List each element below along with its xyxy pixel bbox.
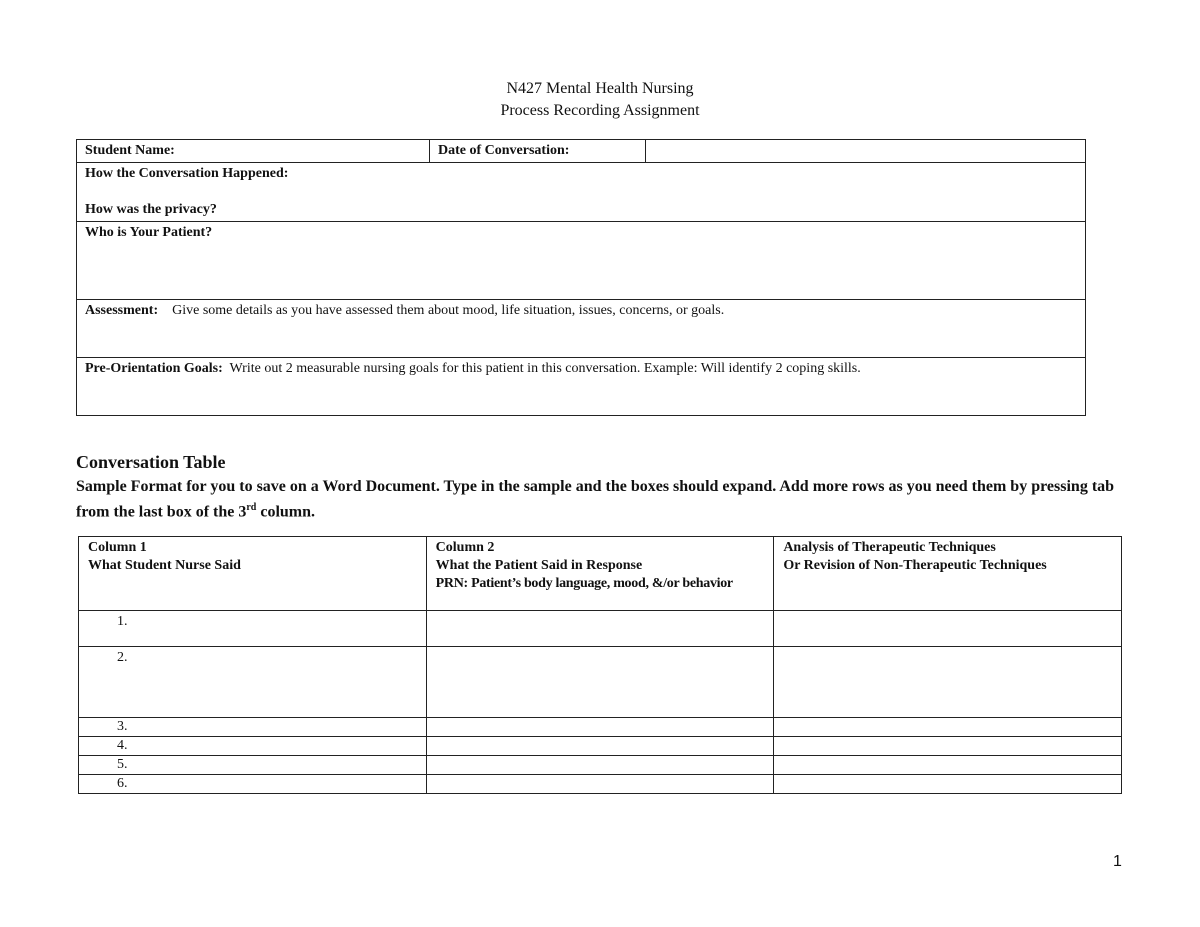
instructions-end: column. bbox=[256, 503, 316, 521]
analysis-cell[interactable] bbox=[774, 647, 1122, 718]
instructions-main: Sample Format for you to save on a Word Document. Type in the sample and the boxes should expand. Add more rows as you need them by pressing tab from the last box of the 3 bbox=[76, 478, 1115, 521]
patient-response-cell[interactable] bbox=[426, 737, 774, 756]
column-2-title: Column 2 bbox=[435, 540, 495, 555]
column-1-subtitle: What Student Nurse Said bbox=[88, 558, 241, 573]
date-label: Date of Conversation: bbox=[438, 143, 570, 158]
goals-cell[interactable] bbox=[77, 358, 1086, 416]
patient-response-cell[interactable] bbox=[426, 647, 774, 718]
assessment-text: Give some details as you have assessed them about mood, life situation, issues, concerns, or goals. bbox=[172, 303, 725, 318]
date-value-cell[interactable] bbox=[646, 140, 1086, 163]
row-number-cell[interactable]: 3. bbox=[79, 718, 427, 737]
conversation-context-cell[interactable] bbox=[77, 163, 1086, 222]
document-title bbox=[0, 78, 1200, 122]
row-number-cell[interactable]: 4. bbox=[79, 737, 427, 756]
analysis-cell[interactable] bbox=[774, 611, 1122, 647]
how-conversation-label: How the Conversation Happened: bbox=[85, 166, 289, 181]
table-row bbox=[79, 756, 1122, 775]
table-row bbox=[79, 611, 1122, 647]
column-1-header bbox=[79, 537, 427, 611]
column-3-subtitle: Or Revision of Non-Therapeutic Techniques bbox=[783, 558, 1047, 573]
analysis-cell[interactable] bbox=[774, 775, 1122, 794]
table-row bbox=[79, 718, 1122, 737]
row-number-cell[interactable]: 2. bbox=[79, 647, 427, 718]
assignment-title: Process Recording Assignment bbox=[500, 102, 700, 119]
assessment-label: Assessment: bbox=[85, 303, 159, 318]
goals-text: Write out 2 measurable nursing goals for this patient in this conversation. Example: Will identify 2 coping skills. bbox=[229, 361, 861, 376]
privacy-label: How was the privacy? bbox=[85, 202, 217, 217]
patient-response-cell[interactable] bbox=[426, 611, 774, 647]
column-1-title: Column 1 bbox=[88, 540, 147, 555]
table-row bbox=[79, 647, 1122, 718]
student-name-label: Student Name: bbox=[85, 143, 175, 158]
patient-response-cell[interactable] bbox=[426, 775, 774, 794]
student-name-cell[interactable] bbox=[77, 140, 430, 163]
conversation-table-heading: Conversation Table bbox=[76, 452, 226, 472]
row-number-cell[interactable]: 6. bbox=[79, 775, 427, 794]
instructions-superscript: rd bbox=[246, 502, 257, 513]
analysis-cell[interactable] bbox=[774, 737, 1122, 756]
analysis-cell[interactable] bbox=[774, 718, 1122, 737]
goals-label: Pre-Orientation Goals: bbox=[85, 361, 223, 376]
column-3-title: Analysis of Therapeutic Techniques bbox=[783, 540, 996, 555]
course-title: N427 Mental Health Nursing bbox=[506, 80, 694, 97]
column-2-header bbox=[426, 537, 774, 611]
patient-response-cell[interactable] bbox=[426, 718, 774, 737]
patient-response-cell[interactable] bbox=[426, 756, 774, 775]
row-number-cell[interactable]: 5. bbox=[79, 756, 427, 775]
conversation-table bbox=[78, 536, 1122, 794]
column-3-header bbox=[774, 537, 1122, 611]
who-patient-label: Who is Your Patient? bbox=[85, 225, 213, 240]
column-2-note: PRN: Patient’s body language, mood, &/or behavior bbox=[435, 576, 733, 591]
conversation-instructions bbox=[76, 476, 1136, 522]
patient-cell[interactable] bbox=[77, 222, 1086, 300]
row-number-cell[interactable]: 1. bbox=[79, 611, 427, 647]
page-number: 1 bbox=[1113, 853, 1122, 870]
column-2-subtitle: What the Patient Said in Response bbox=[435, 558, 643, 573]
table-row bbox=[79, 775, 1122, 794]
assessment-cell[interactable] bbox=[77, 300, 1086, 358]
table-row bbox=[79, 737, 1122, 756]
student-info-table bbox=[76, 139, 1086, 416]
date-label-cell bbox=[430, 140, 646, 163]
analysis-cell[interactable] bbox=[774, 756, 1122, 775]
